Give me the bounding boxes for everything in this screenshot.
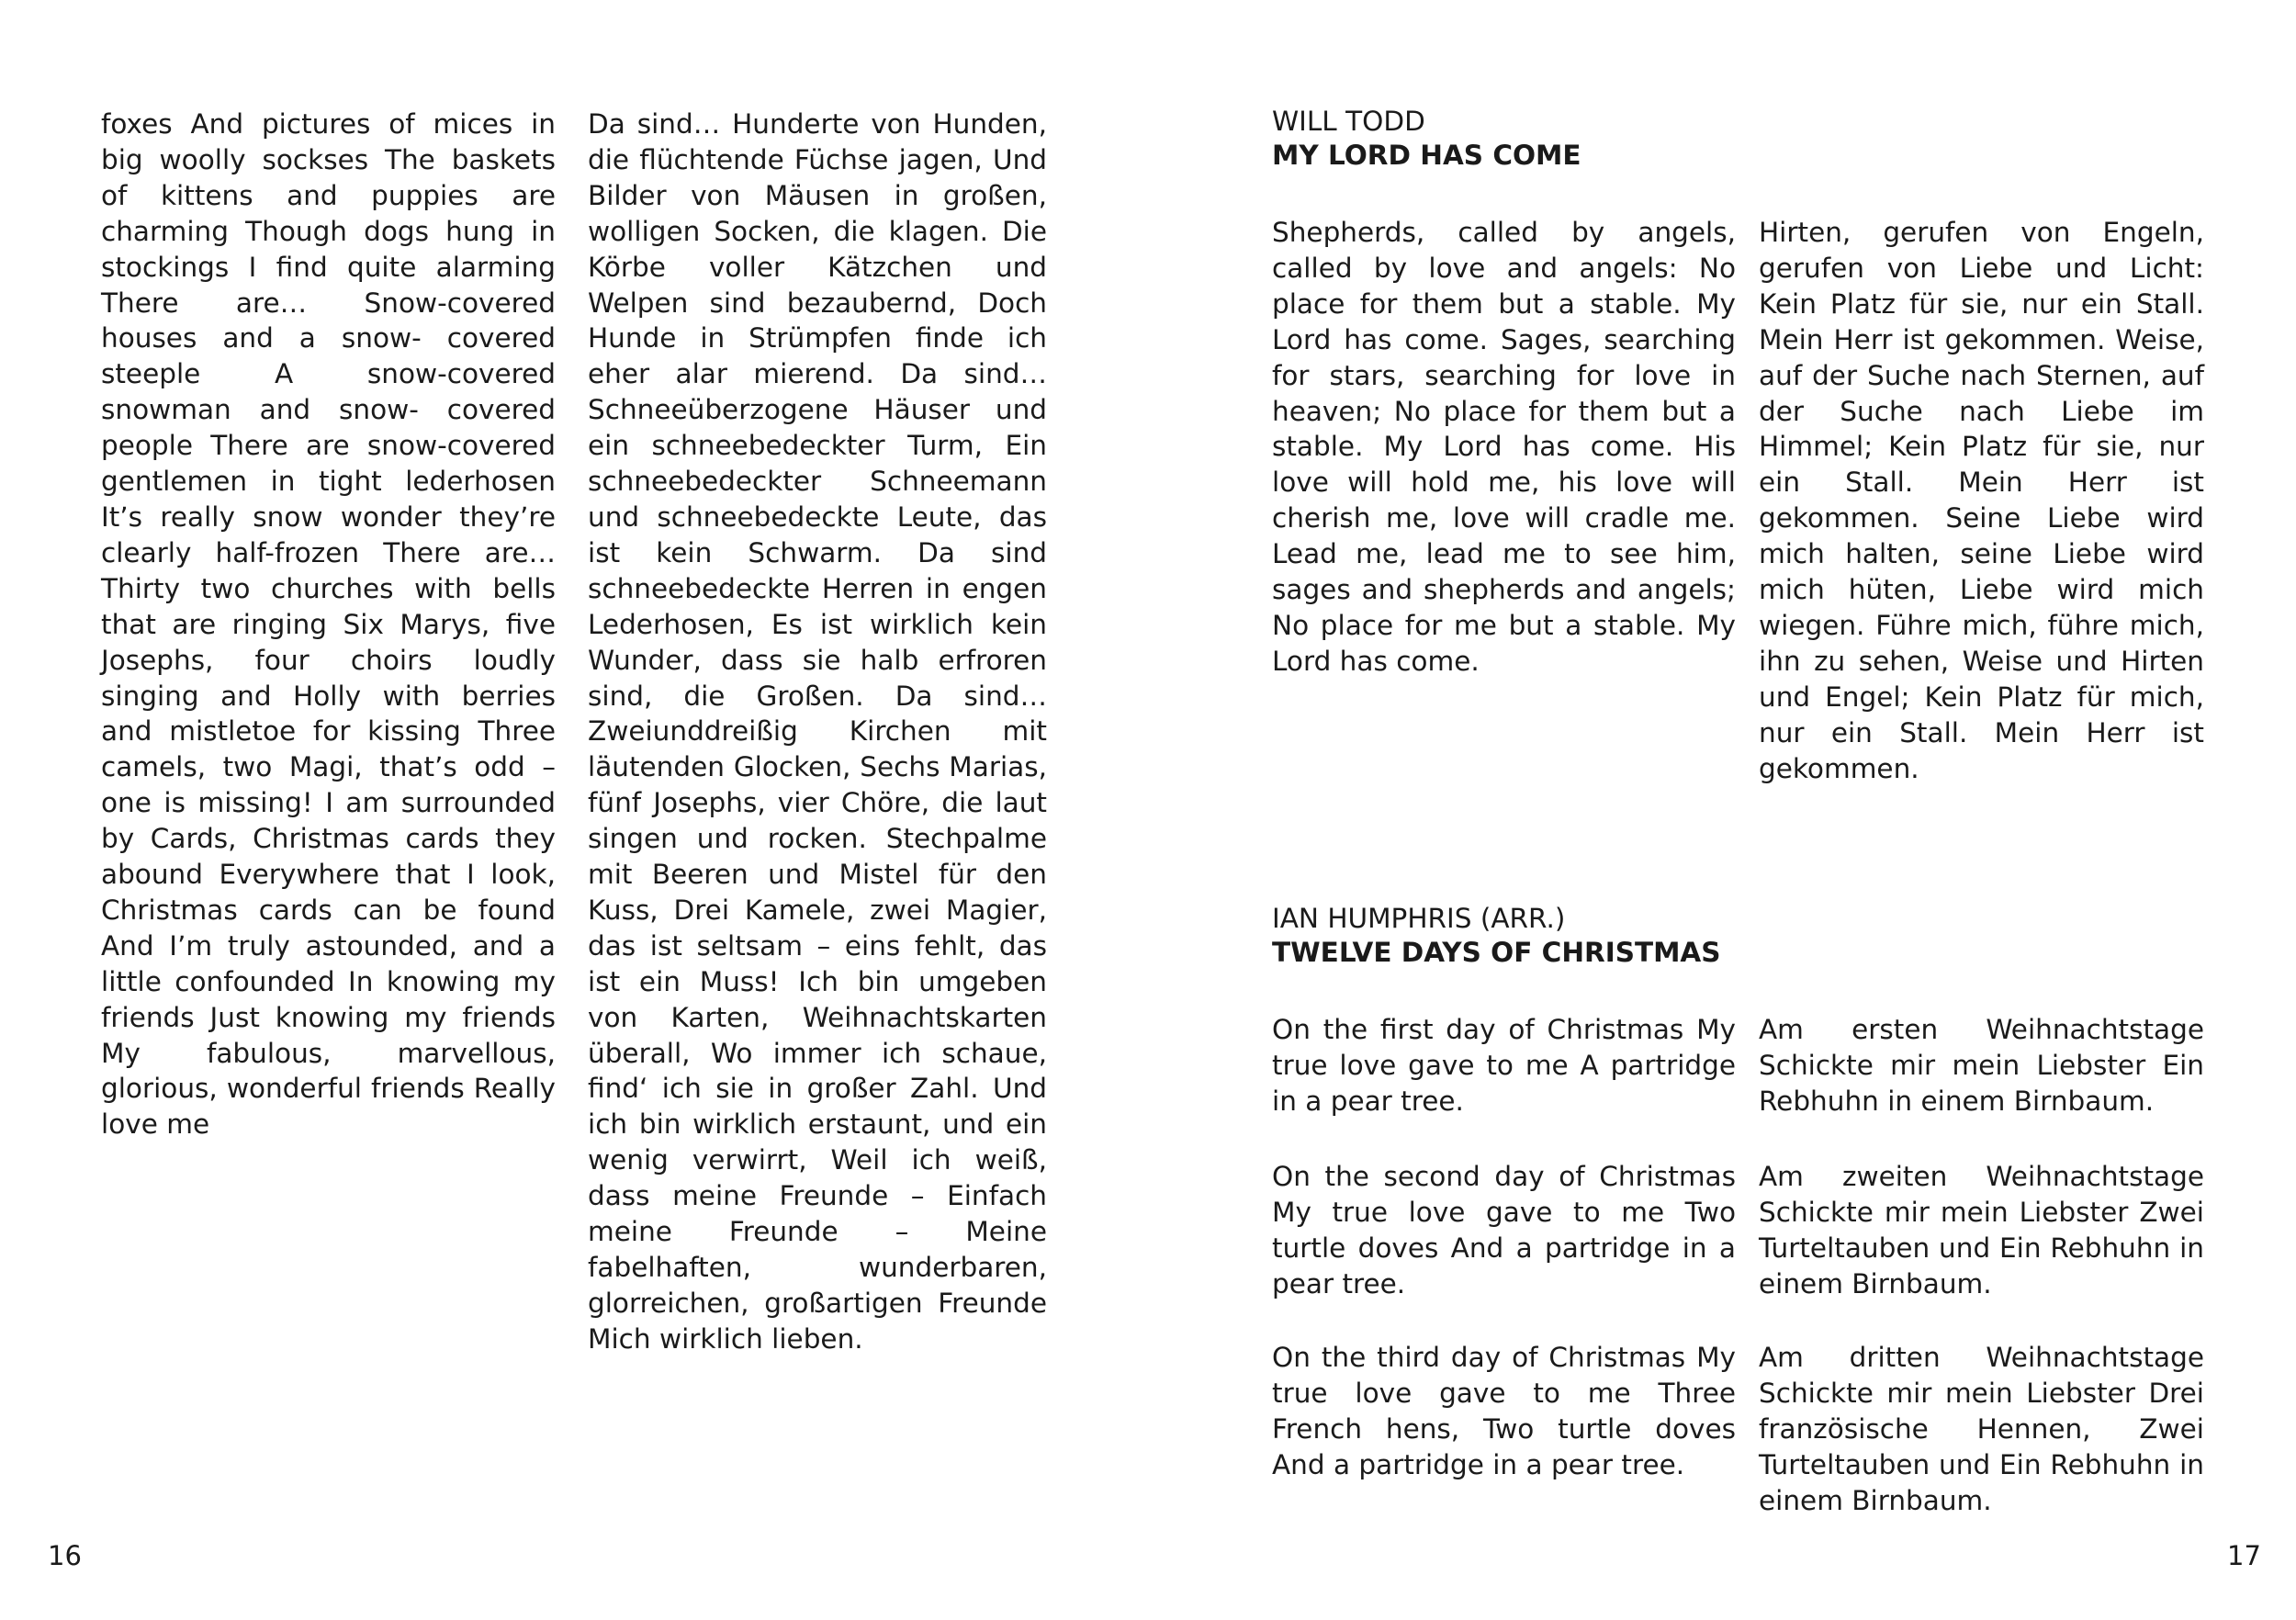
piece2-verse2-german: Am zweiten Weihnachtstage Schickte mir mein Liebster Zwei Turteltauben und Ein Rebhuhn in einem Birnbaum. bbox=[1759, 1161, 2204, 1299]
piece1-heading bbox=[1272, 105, 1581, 173]
piece2-verse1-english: On the first day of Christmas My true love gave to me A partridge in a pear tree. bbox=[1272, 1014, 1736, 1117]
piece2-title: TWELVE DAYS OF CHRISTMAS bbox=[1272, 937, 1721, 968]
piece1-german-lyrics: Hirten, gerufen von Engeln, gerufen von Liebe und Licht: Kein Platz für sie, nur ein Stall. Mein Herr ist gekommen. Weise, auf der Suche nach Sternen, auf der Suche nach Liebe im Himmel; Kein Platz für sie, nur ein Stall. Mein Herr ist gekommen. Seine Liebe wird mich halten, seine Liebe wird mich hüten, Liebe wird mich wiegen. Führe mich, führe mich, ihn zu sehen, Weise und Hirten und Engel; Kein Platz für mich, nur ein Stall. Mein Herr ist gekommen. bbox=[1759, 217, 2204, 784]
piece2-composer: IAN HUMPHRIS (ARR.) bbox=[1272, 903, 1566, 934]
piece2-heading bbox=[1272, 902, 1721, 970]
piece1-title: MY LORD HAS COME bbox=[1272, 140, 1581, 171]
piece1-english-lyrics: Shepherds, called by angels, called by love and angels: No place for them but a stable. My Lord has come. Sages, searching for stars, searching for love in heaven; No place for them but a stable. My Lord has come. His love will hold me, his love will cherish me, love will cradle me. Lead me, lead me to see him, sages and shepherds and angels; No place for me but a stable. My Lord has come. bbox=[1272, 217, 1736, 677]
piece2-verse3-english: On the third day of Christmas My true love gave to me Three French hens, Two turtle doves And a partridge in a pear tree. bbox=[1272, 1342, 1736, 1480]
piece2-verse2-english: On the second day of Christmas My true love gave to me Two turtle doves And a partridge in a pear tree. bbox=[1272, 1161, 1736, 1299]
page-number-left: 16 bbox=[48, 1540, 82, 1571]
page-number-right: 17 bbox=[2227, 1540, 2261, 1571]
piece2-verse3-german: Am dritten Weihnachtstage Schickte mir mein Liebster Drei französische Hennen, Zwei Turteltauben und Ein Rebhuhn in einem Birnbaum. bbox=[1759, 1342, 2204, 1516]
piece2-verse1-german: Am ersten Weihnachtstage Schickte mir mein Liebster Ein Rebhuhn in einem Birnbaum. bbox=[1759, 1014, 2204, 1117]
piece1-composer: WILL TODD bbox=[1272, 106, 1425, 137]
left-german-lyrics: Da sind… Hunderte von Hunden, die flüchtende Füchse jagen, Und Bilder von Mäusen in großen, wolligen Socken, die klagen. Die Körbe voller Kätzchen und Welpen sind bezaubernd, Doch Hunde in Strümpfen finde ich eher alar mierend. Da sind… Schneeüberzogene Häuser und ein schneebedeckter Turm, Ein schneebedeckter Schneemann und schneebedeckte Leute, das ist kein Schwarm. Da sind schneebedeckte Herren in engen Lederhosen, Es ist wirklich kein Wunder, dass sie halb erfroren sind, die Großen. Da sind… Zweiunddreißig Kirchen mit läutenden Glocken, Sechs Marias, fünf Josephs, vier Chöre, die laut singen und rocken. Stechpalme mit Beeren und Mistel für den Kuss, Drei Kamele, zwei Magier, das ist seltsam – eins fehlt, das ist ein Muss! Ich bin umgeben von Karten, Weihnachtskarten überall, Wo immer ich schaue, find‘ ich sie in großer Zahl. Und ich bin wirklich erstaunt, und ein wenig verwirrt, Weil ich weiß, dass meine Freunde – Einfach meine Freunde – Meine fabelhaften, wunderbaren, glorreichen, großartigen Freunde Mich wirklich lieben. bbox=[588, 108, 1047, 1355]
left-english-lyrics: foxes And pictures of mices in big woolly sockses The baskets of kittens and puppies are charming Though dogs hung in stockings I find quite alarming There are… Snow-covered houses and a snow- covered steeple A snow-covered snowman and snow- covered people There are snow-covered gentlemen in tight lederhosen It’s really snow wonder they’re clearly half-frozen There are… Thirty two churches with bells that are ringing Six Marys, five Josephs, four choirs loudly singing and Holly with berries and mistletoe for kissing Three camels, two Magi, that’s odd – one is missing! I am surrounded by Cards, Christmas cards they abound Everywhere that I look, Christmas cards can be found And I’m truly astounded, and a little confounded In knowing my friends Just knowing my friends My fabulous, marvellous, glorious, wonderful friends Really love me bbox=[101, 108, 556, 1141]
